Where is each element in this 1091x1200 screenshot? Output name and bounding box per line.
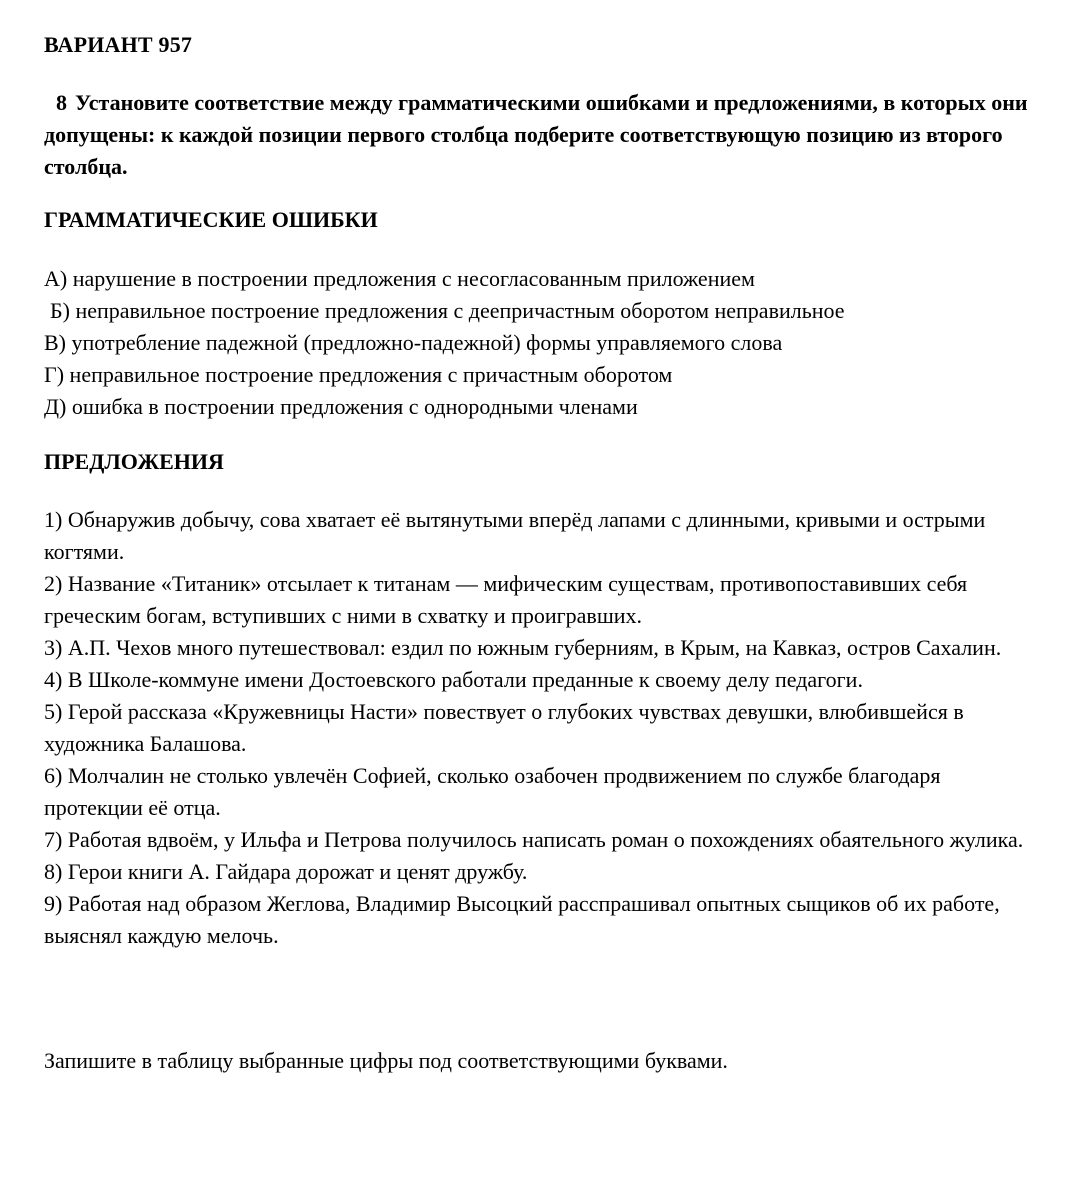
- sentence-item-8: 8) Герои книги А. Гайдара дорожат и ценят дружбу.: [44, 859, 528, 884]
- sentence-item-7: 7) Работая вдвоём, у Ильфа и Петрова получилось написать роман о похождениях обаятельного жулика.: [44, 827, 1024, 852]
- task-number: 8: [56, 90, 67, 115]
- sentence-item-6: 6) Молчалин не столько увлечён Софией, сколько озабочен продвижением по службе благодаря протекции её отца.: [44, 763, 941, 820]
- errors-heading: ГРАММАТИЧЕСКИЕ ОШИБКИ: [44, 207, 378, 232]
- error-item-g: Г) неправильное построение предложения с причастным оборотом: [44, 362, 673, 387]
- sentence-item-1: 1) Обнаружив добычу, сова хватает её вытянутыми вперёд лапами с длинными, кривыми и острыми когтями.: [44, 507, 986, 564]
- error-item-d: Д) ошибка в построении предложения с однородными членами: [44, 394, 638, 419]
- task-text: Установите соответствие между грамматическими ошибками и предложениями, в которых они допущены: к каждой позиции первого столбца подберите соответствующую позицию из второго столбца.: [44, 90, 1028, 179]
- sentence-item-5: 5) Герой рассказа «Кружевницы Насти» повествует о глубоких чувствах девушки, влюбившейся в художника Балашова.: [44, 699, 964, 756]
- sentence-item-4: 4) В Школе-коммуне имени Достоевского работали преданные к своему делу педагоги.: [44, 667, 863, 692]
- sentence-item-2: 2) Название «Титаник» отсылает к титанам — мифическим существам, противопоставивших себя греческим богам, вступивших с ними в схватку и проигравших.: [44, 571, 968, 628]
- task-statement: [44, 87, 1044, 183]
- variant-title: ВАРИАНТ 957: [44, 32, 193, 57]
- sentences-heading: ПРЕДЛОЖЕНИЯ: [44, 449, 224, 474]
- error-item-b: Б) неправильное построение предложения с деепричастным оборотом неправильное: [50, 298, 845, 323]
- error-item-v: В) употребление падежной (предложно-падежной) формы управляемого слова: [44, 330, 783, 355]
- errors-list: [44, 263, 1044, 423]
- sentences-list: [44, 504, 1034, 952]
- error-item-a: А) нарушение в построении предложения с несогласованным приложением: [44, 266, 755, 291]
- instruction-text: Запишите в таблицу выбранные цифры под соответствующими буквами.: [44, 1048, 728, 1073]
- sentence-item-3: 3) А.П. Чехов много путешествовал: ездил по южным губерниям, в Крым, на Кавказ, остров Сахалин.: [44, 635, 1002, 660]
- sentence-item-9: 9) Работая над образом Жеглова, Владимир Высоцкий расспрашивал опытных сыщиков об их работе, выяснял каждую мелочь.: [44, 891, 1000, 948]
